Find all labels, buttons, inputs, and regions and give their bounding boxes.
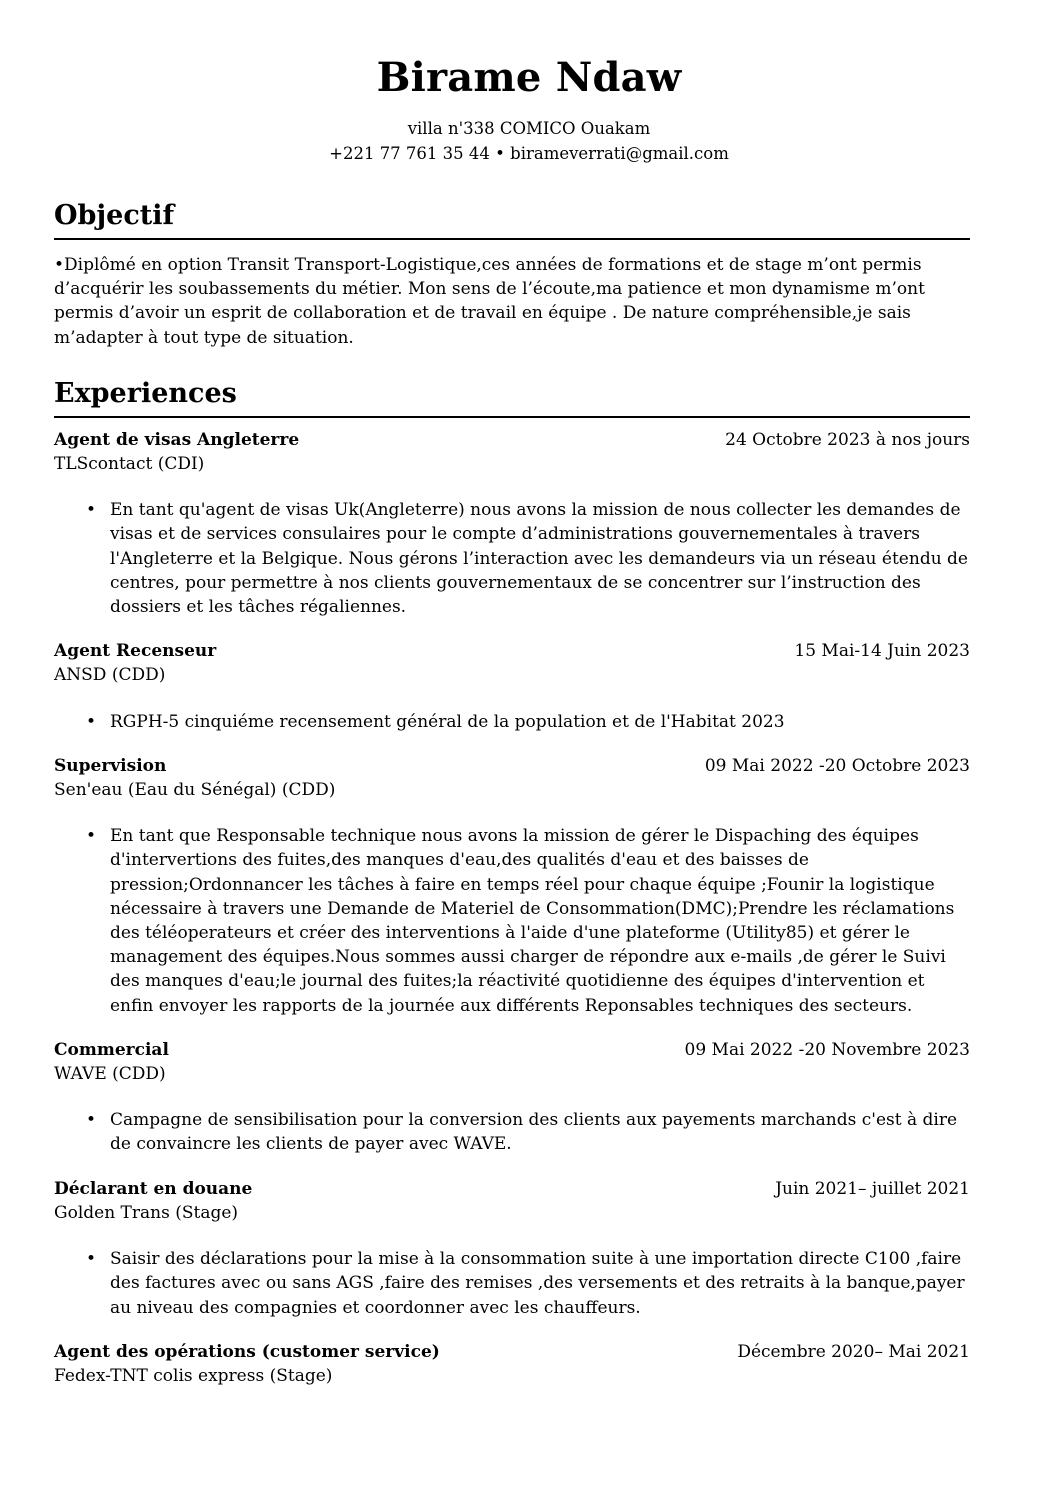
person-name: Birame Ndaw: [376, 54, 682, 101]
job-company: Golden Trans (Stage): [54, 1202, 239, 1223]
job-bullets: [54, 1247, 970, 1320]
job-title: Agent de visas Angleterre: [54, 429, 300, 450]
objectif-section: [54, 198, 970, 350]
address-line: villa n'338 COMICO Ouakam: [407, 119, 651, 138]
section-divider: [54, 238, 970, 240]
section-divider: [54, 416, 970, 418]
bullet-glyph: •: [86, 711, 97, 732]
job-entry: [54, 428, 970, 639]
job-header: [54, 754, 970, 778]
section-title-objectif: Objectif: [54, 200, 175, 231]
job-bullet: [54, 1108, 970, 1156]
bullet-glyph: •: [86, 826, 97, 847]
job-date: 15 Mai-14 Juin 2023: [794, 641, 970, 662]
job-bullets: [54, 710, 970, 734]
bullet-glyph: •: [86, 1110, 97, 1131]
job-title: Commercial: [54, 1039, 169, 1060]
job-date: 09 Mai 2022 -20 Novembre 2023: [684, 1039, 970, 1060]
job-header: [54, 1177, 970, 1201]
job-title: Supervision: [54, 755, 167, 776]
job-date: Décembre 2020– Mai 2021: [737, 1341, 970, 1362]
job-bullets: [54, 824, 970, 1018]
job-company: Fedex-TNT colis express (Stage): [54, 1365, 333, 1386]
experiences-section: [54, 376, 970, 1388]
job-date: 24 Octobre 2023 à nos jours: [725, 429, 970, 450]
job-title: Agent des opérations (customer service): [54, 1341, 440, 1362]
job-date: Juin 2021– juillet 2021: [775, 1178, 970, 1199]
job-title: Agent Recenseur: [54, 641, 217, 662]
job-title: Déclarant en douane: [54, 1178, 253, 1199]
contact-line: +221 77 761 35 44 • birameverrati@gmail.com: [329, 144, 729, 163]
section-title-experiences: Experiences: [54, 377, 237, 409]
job-bullets: [54, 498, 970, 619]
job-bullet: [54, 710, 970, 734]
job-entry: [54, 754, 970, 1038]
job-bullet-text: RGPH-5 cinquiéme recensement général de la population et de l'Habitat 2023: [110, 711, 785, 732]
job-company: ANSD (CDD): [54, 665, 166, 686]
job-company: WAVE (CDD): [54, 1064, 166, 1085]
job-entry: [54, 639, 970, 754]
job-bullet-text: En tant que Responsable technique nous avons la mission de gérer le Dispaching des équipes d'intervertions des fuites,des manques d'eau,des qualités d'eau et des baisses de pression;Ordonnancer les tâches à faire en temps réel pour chaque équipe ;Founir la logistique nécessaire à travers une Demande de Materiel de Consommation(DMC);Prendre les réclamations des téléoperateurs et créer des interventions à l'aide d'une plateforme (Utility85) et gérer le management des équipes.Nous sommes aussi charger de répondre aux e-mails ,de gérer le Suivi des manques d'eau;le journal des fuites;la réactivité quotidienne des équipes d'intervention et enfin envoyer les rapports de la journée aux différents Reponsables techniques des secteurs.: [110, 826, 955, 1016]
job-company: Sen'eau (Eau du Sénégal) (CDD): [54, 780, 336, 801]
job-bullet-text: Campagne de sensibilisation pour la conversion des clients aux payements marchands c'est à dire de convaincre les clients de payer avec WAVE.: [110, 1110, 958, 1155]
job-bullet: [54, 1247, 970, 1320]
job-header: [54, 428, 970, 452]
job-entry: [54, 1177, 970, 1340]
job-date: 09 Mai 2022 -20 Octobre 2023: [704, 755, 970, 776]
resume-header: [54, 50, 1004, 166]
job-bullet: [54, 498, 970, 619]
job-bullet-text: En tant qu'agent de visas Uk(Angleterre) nous avons la mission de nous collecter les demandes de visas et de services consulaires pour le compte d’administrations gouvernementales à travers l'Angleterre et la Belgique. Nous gérons l’interaction avec les demandeurs via un réseau étendu de centres, pour permettre à nos clients gouvernementaux de se concentrer sur l’instruction des dossiers et les tâches régaliennes.: [110, 500, 968, 618]
job-header: [54, 1340, 970, 1364]
bullet-glyph: •: [86, 1249, 97, 1270]
objectif-text: •Diplômé en option Transit Transport-Logistique,ces années de formations et de stage m’ont permis d’acquérir les soubassements du métier. Mon sens de l’écoute,ma patience et mon dynamisme m’ont permis d’avoir un esprit de collaboration et de travail en équipe . De nature compréhensible,je sais m’adapter à tout type de situation.: [54, 255, 925, 348]
bullet-glyph: •: [86, 500, 97, 521]
job-entry: [54, 1340, 970, 1388]
job-bullet-text: Saisir des déclarations pour la mise à la consommation suite à une importation directe C100 ,faire des factures avec ou sans AGS ,faire des remises ,des versements et des retraits à la banque,payer au niveau des compagnies et coordonner avec les chauffeurs.: [110, 1249, 965, 1318]
job-bullet: [54, 824, 970, 1018]
job-header: [54, 639, 970, 663]
job-bullets: [54, 1108, 970, 1156]
job-company: TLScontact (CDI): [54, 454, 205, 475]
job-header: [54, 1038, 970, 1062]
job-entry: [54, 1038, 970, 1177]
